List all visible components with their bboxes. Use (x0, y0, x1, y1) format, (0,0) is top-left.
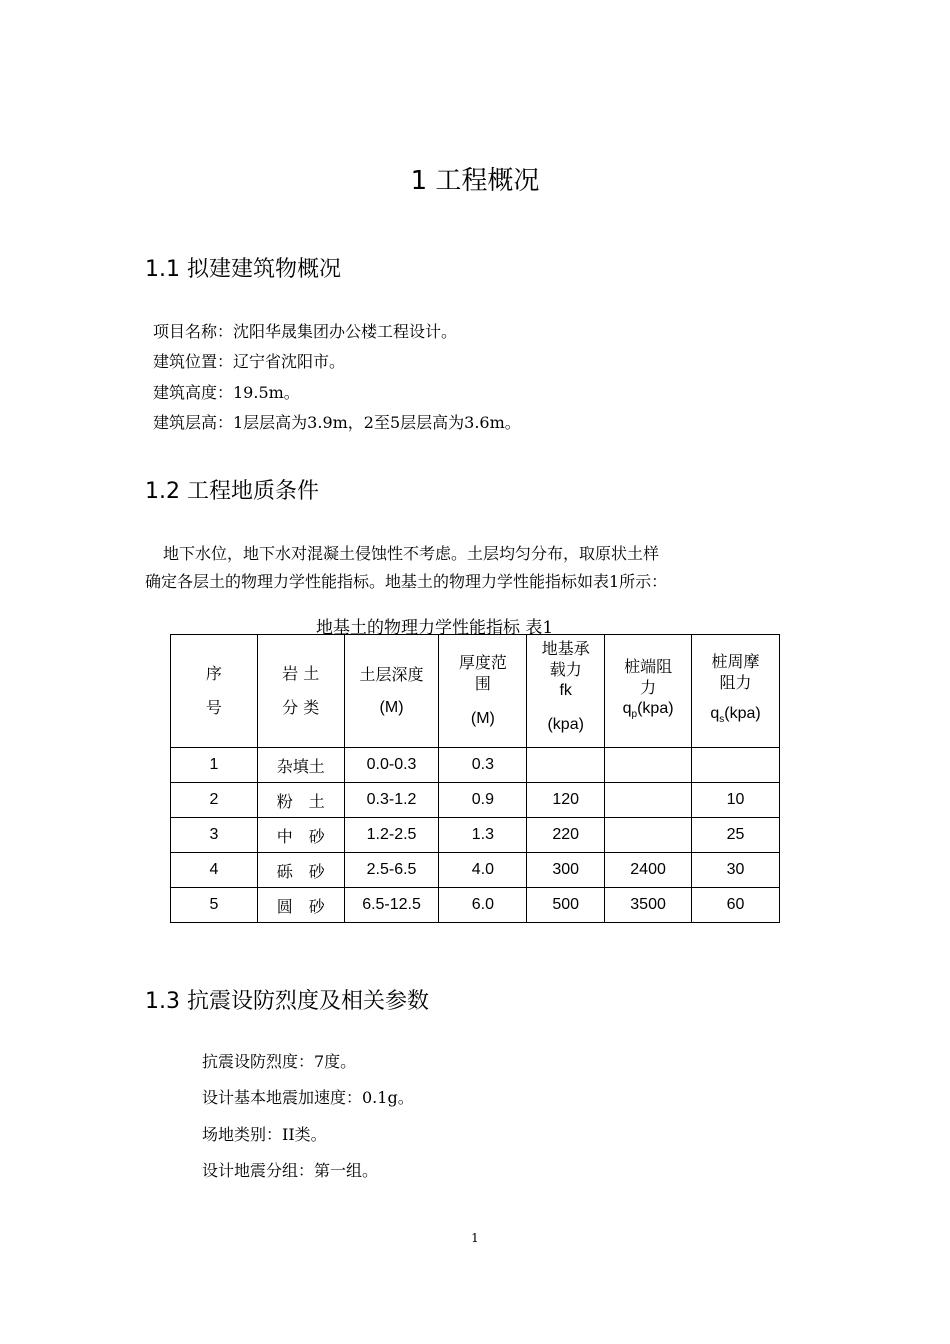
section-1-2-heading: 1.2 工程地质条件 (145, 479, 319, 504)
table-caption: 地基土的物理力学性能指标 表1 (316, 618, 554, 638)
cell-no: 2 (171, 783, 258, 818)
seismic-intensity-line: 抗震设防烈度：7度。 (202, 1052, 357, 1071)
cell-type: 圆 砂 (257, 888, 344, 923)
storey-height-line: 建筑层高：1层层高为3.9m，2至5层层高为3.6m。 (153, 413, 521, 432)
cell-thickness: 1.3 (439, 818, 527, 853)
location-line: 建筑位置：辽宁省沈阳市。 (153, 352, 346, 371)
cell-depth: 1.2-2.5 (344, 818, 439, 853)
cell-fk: 120 (527, 783, 605, 818)
table-row (171, 783, 780, 818)
height-line: 建筑高度：19.5m。 (153, 383, 300, 402)
cell-depth: 6.5-12.5 (344, 888, 439, 923)
chapter-title: 1 工程概况 (410, 166, 540, 196)
cell-no: 4 (171, 853, 258, 888)
cell-qp (605, 818, 692, 853)
site-class-line: 场地类别：II类。 (202, 1125, 327, 1144)
soil-properties-table (170, 634, 780, 923)
cell-qs: 60 (692, 888, 780, 923)
cell-depth: 2.5-6.5 (344, 853, 439, 888)
cell-qp (605, 783, 692, 818)
cell-type: 杂填土 (257, 748, 344, 783)
table-row (171, 853, 780, 888)
cell-qp (605, 748, 692, 783)
cell-qs: 30 (692, 853, 780, 888)
geology-paragraph-line-1: 地下水位，地下水对混凝土侵蚀性不考虑。土层均匀分布，取原状土样 (163, 544, 660, 563)
project-name-line: 项目名称：沈阳华晟集团办公楼工程设计。 (153, 322, 458, 341)
header-pile-side-friction: 桩周摩 阻力 $q_s(kpa)$ (692, 635, 780, 748)
header-no: 序 号 (171, 635, 258, 748)
seismic-acceleration-line: 设计基本地震加速度：0.1g。 (202, 1088, 414, 1107)
table-row (171, 748, 780, 783)
header-soil-type: 岩 土 分 类 (257, 635, 344, 748)
cell-fk (527, 748, 605, 783)
cell-qs: 25 (692, 818, 780, 853)
cell-qs (692, 748, 780, 783)
cell-no: 5 (171, 888, 258, 923)
cell-depth: 0.3-1.2 (344, 783, 439, 818)
cell-thickness: 6.0 (439, 888, 527, 923)
cell-qp: 2400 (605, 853, 692, 888)
cell-qs: 10 (692, 783, 780, 818)
cell-qp: 3500 (605, 888, 692, 923)
geology-paragraph-line-2: 确定各层土的物理力学性能指标。地基土的物理力学性能指标如表1所示： (145, 572, 668, 591)
cell-fk: 500 (527, 888, 605, 923)
header-pile-tip-resistance: 桩端阻 力 $q_p(kpa)$ (605, 635, 692, 748)
section-1-1-heading: 1.1 拟建建筑物概况 (145, 257, 341, 282)
cell-type: 砾 砂 (257, 853, 344, 888)
cell-type: 粉 土 (257, 783, 344, 818)
page-number: 1 (471, 1231, 479, 1245)
cell-no: 3 (171, 818, 258, 853)
cell-fk: 220 (527, 818, 605, 853)
cell-thickness: 4.0 (439, 853, 527, 888)
header-bearing-capacity: 地基承 载力 fk (kpa) (527, 635, 605, 748)
cell-type: 中 砂 (257, 818, 344, 853)
section-1-3-heading: 1.3 抗震设防烈度及相关参数 (145, 989, 429, 1014)
cell-no: 1 (171, 748, 258, 783)
table-header-row (171, 635, 780, 748)
table-row (171, 818, 780, 853)
header-thickness: 厚度范 围 (M) (439, 635, 527, 748)
cell-thickness: 0.3 (439, 748, 527, 783)
cell-fk: 300 (527, 853, 605, 888)
seismic-group-line: 设计地震分组：第一组。 (202, 1161, 379, 1180)
header-depth: 土层深度 (M) (344, 635, 439, 748)
table-row (171, 888, 780, 923)
cell-depth: 0.0-0.3 (344, 748, 439, 783)
cell-thickness: 0.9 (439, 783, 527, 818)
